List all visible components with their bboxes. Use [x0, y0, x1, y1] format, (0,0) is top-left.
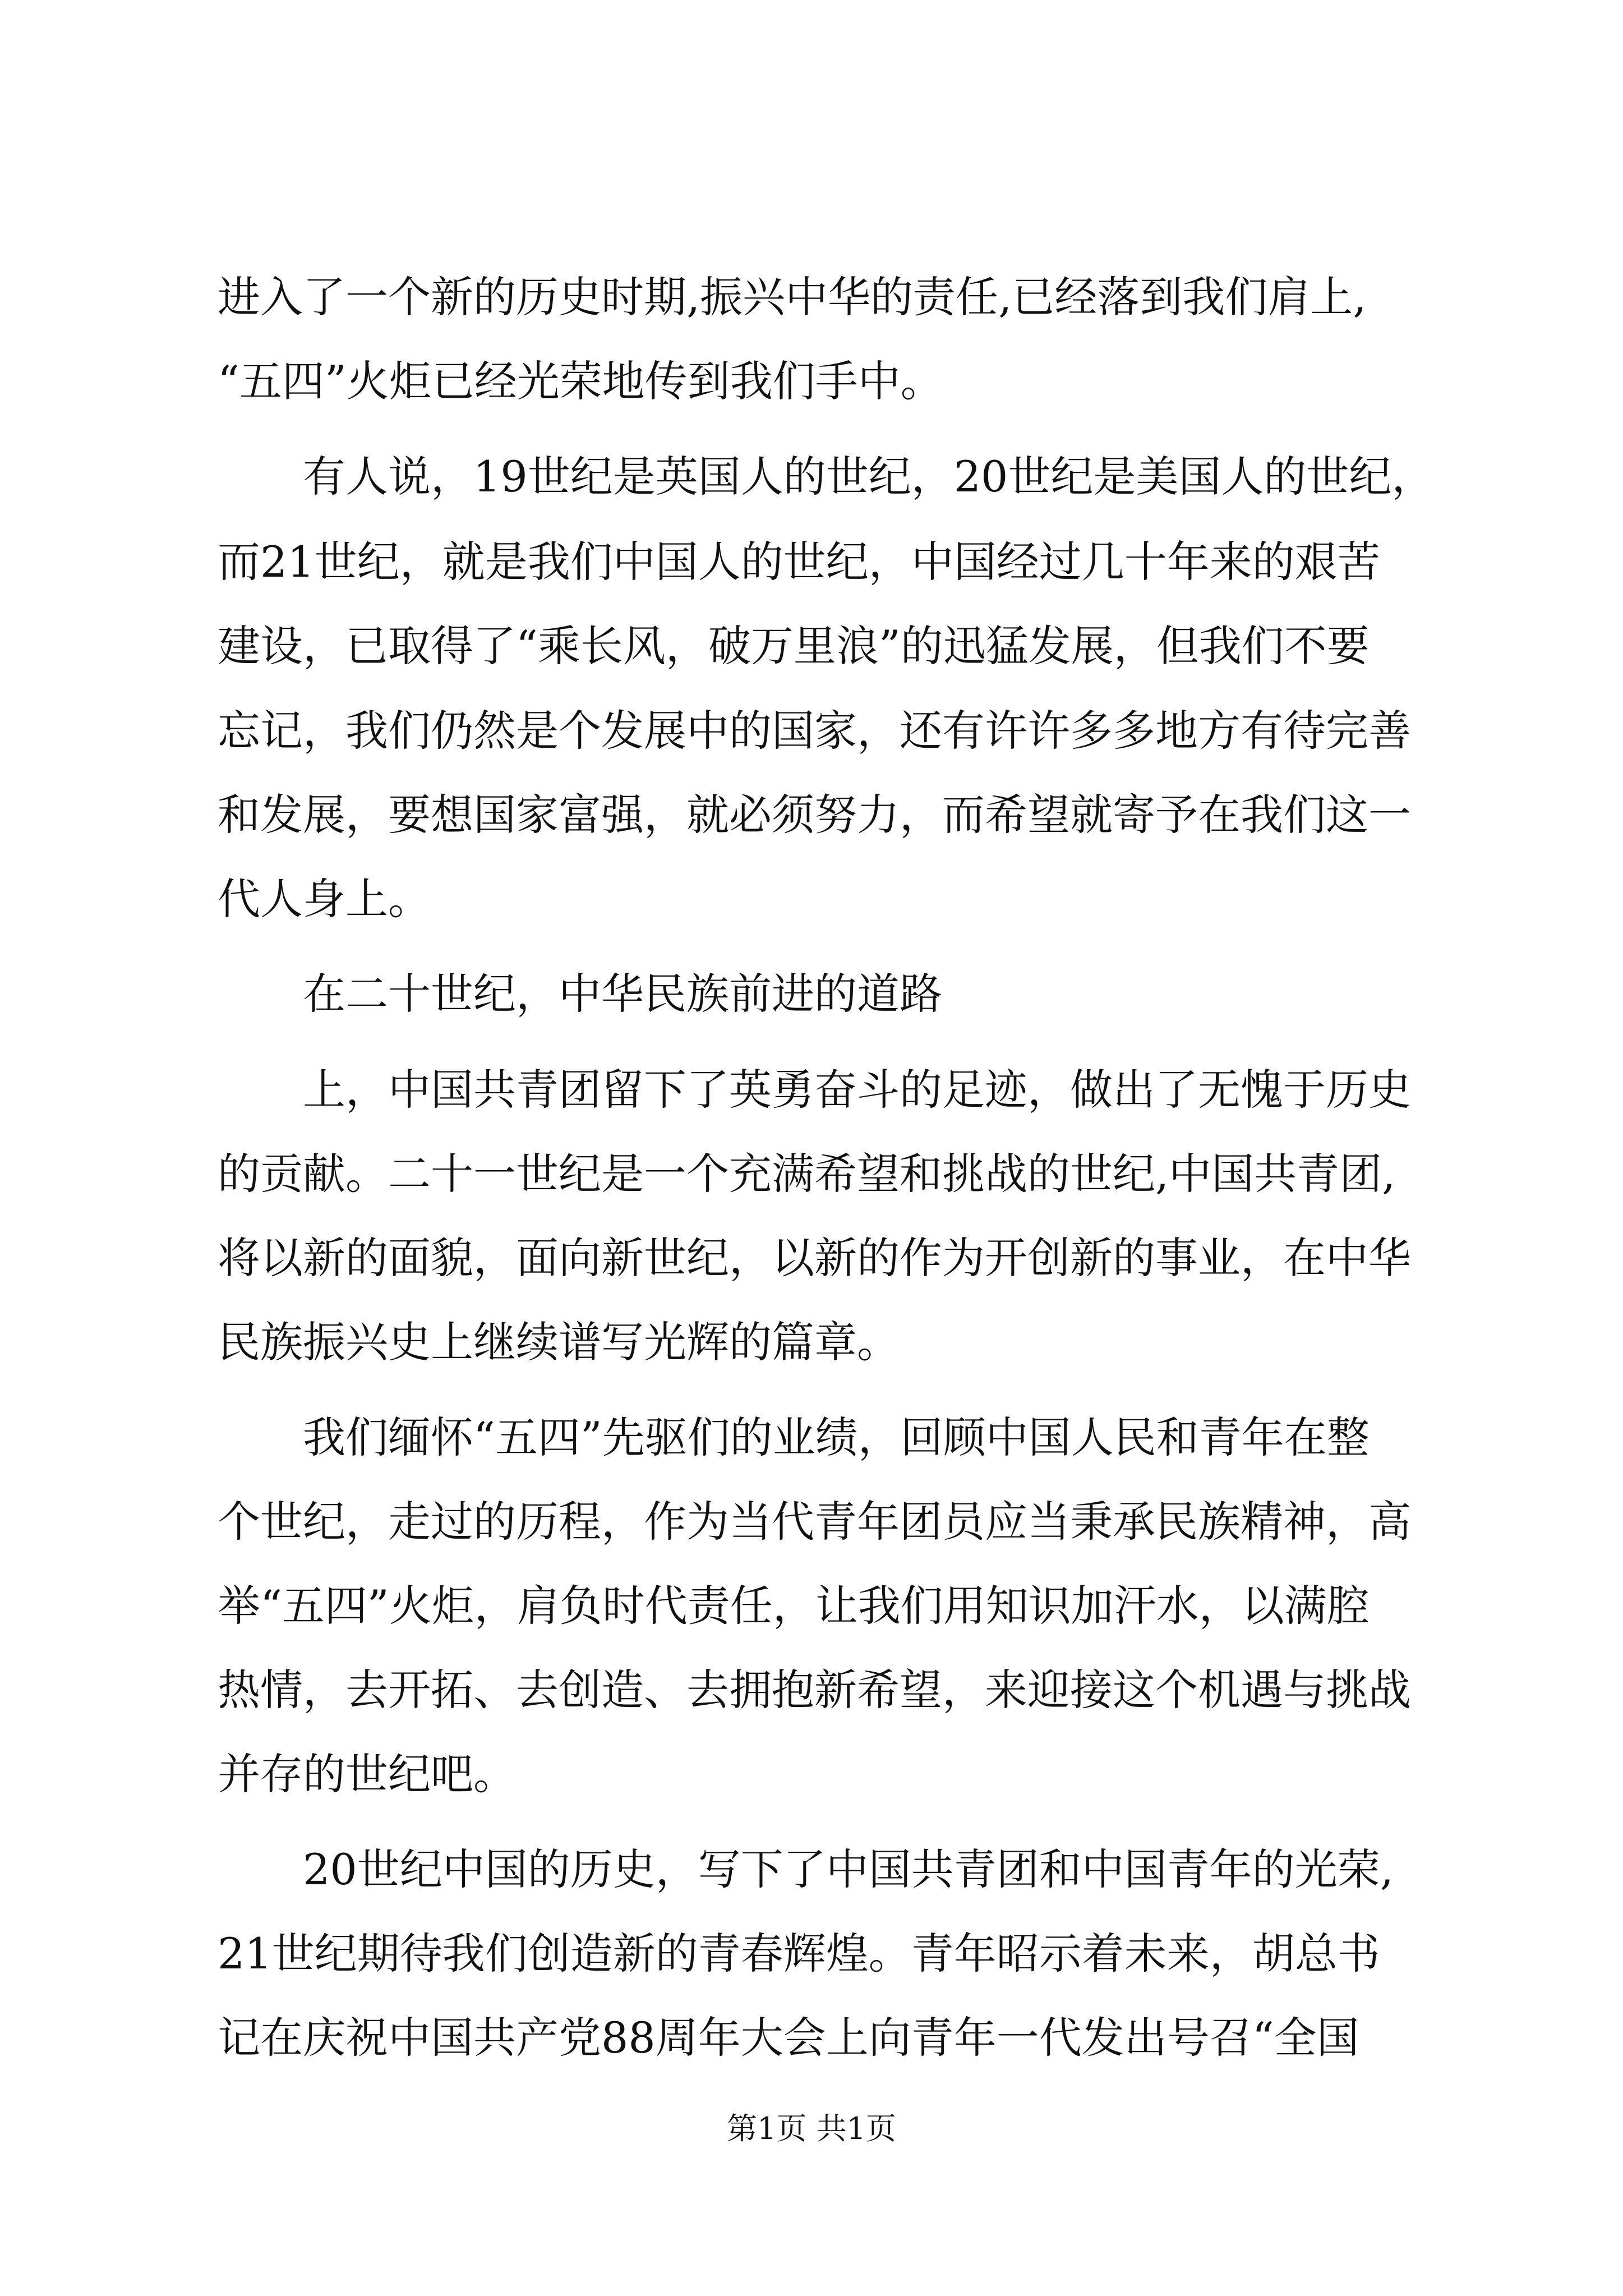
- text-line: 民族振兴史上继续谱写光辉的篇章。: [218, 1317, 900, 1367]
- text-line: 21世纪期待我们创造新的青春辉煌。青年昭示着未来，胡总书: [218, 1929, 1380, 1978]
- text-line: 在二十世纪，中华民族前进的道路: [303, 969, 942, 1019]
- page-number-footer: 第1页 共1页: [727, 2111, 896, 2146]
- text-line: 忘记，我们仍然是个发展中的国家，还有许许多多地方有待完善: [218, 706, 1411, 756]
- text-line: 进入了一个新的历史时期,振兴中华的责任,已经落到我们肩上,: [218, 272, 1367, 322]
- text-line: 热情，去开拓、去创造、去拥抱新希望，来迎接这个机遇与挑战: [218, 1665, 1411, 1715]
- text-line: “五四”火炬已经光荣地传到我们手中。: [218, 356, 943, 406]
- text-line: 建设，已取得了“乘长风，破万里浪”的迅猛发展，但我们不要: [218, 621, 1370, 671]
- text-line: 和发展，要想国家富强，就必须努力，而希望就寄予在我们这一: [218, 790, 1411, 840]
- text-line: 而21世纪，就是我们中国人的世纪，中国经过几十年来的艰苦: [218, 537, 1380, 587]
- text-line: 有人说，19世纪是英国人的世纪，20世纪是美国人的世纪，: [303, 452, 1435, 501]
- text-line: 的贡献。二十一世纪是一个充满希望和挑战的世纪,中国共青团,: [218, 1149, 1396, 1199]
- text-line: 举“五四”火炬，肩负时代责任，让我们用知识加汗水，以满腔: [218, 1581, 1370, 1631]
- text-line: 个世纪，走过的历程，作为当代青年团员应当秉承民族精神，高: [218, 1497, 1411, 1547]
- text-line: 并存的世纪吧。: [218, 1749, 516, 1799]
- text-line: 代人身上。: [218, 874, 431, 924]
- text-line: 我们缅怀“五四”先驱们的业绩，回顾中国人民和青年在整: [303, 1412, 1370, 1462]
- text-line: 将以新的面貌，面向新世纪，以新的作为开创新的事业，在中华: [218, 1233, 1411, 1283]
- text-line: 记在庆祝中国共产党88周年大会上向青年一代发出号召“全国: [218, 2013, 1359, 2063]
- text-line: 上，中国共青团留下了英勇奋斗的足迹，做出了无愧于历史: [303, 1065, 1411, 1115]
- text-line: 20世纪中国的历史，写下了中国共青团和中国青年的光荣,: [303, 1844, 1394, 1894]
